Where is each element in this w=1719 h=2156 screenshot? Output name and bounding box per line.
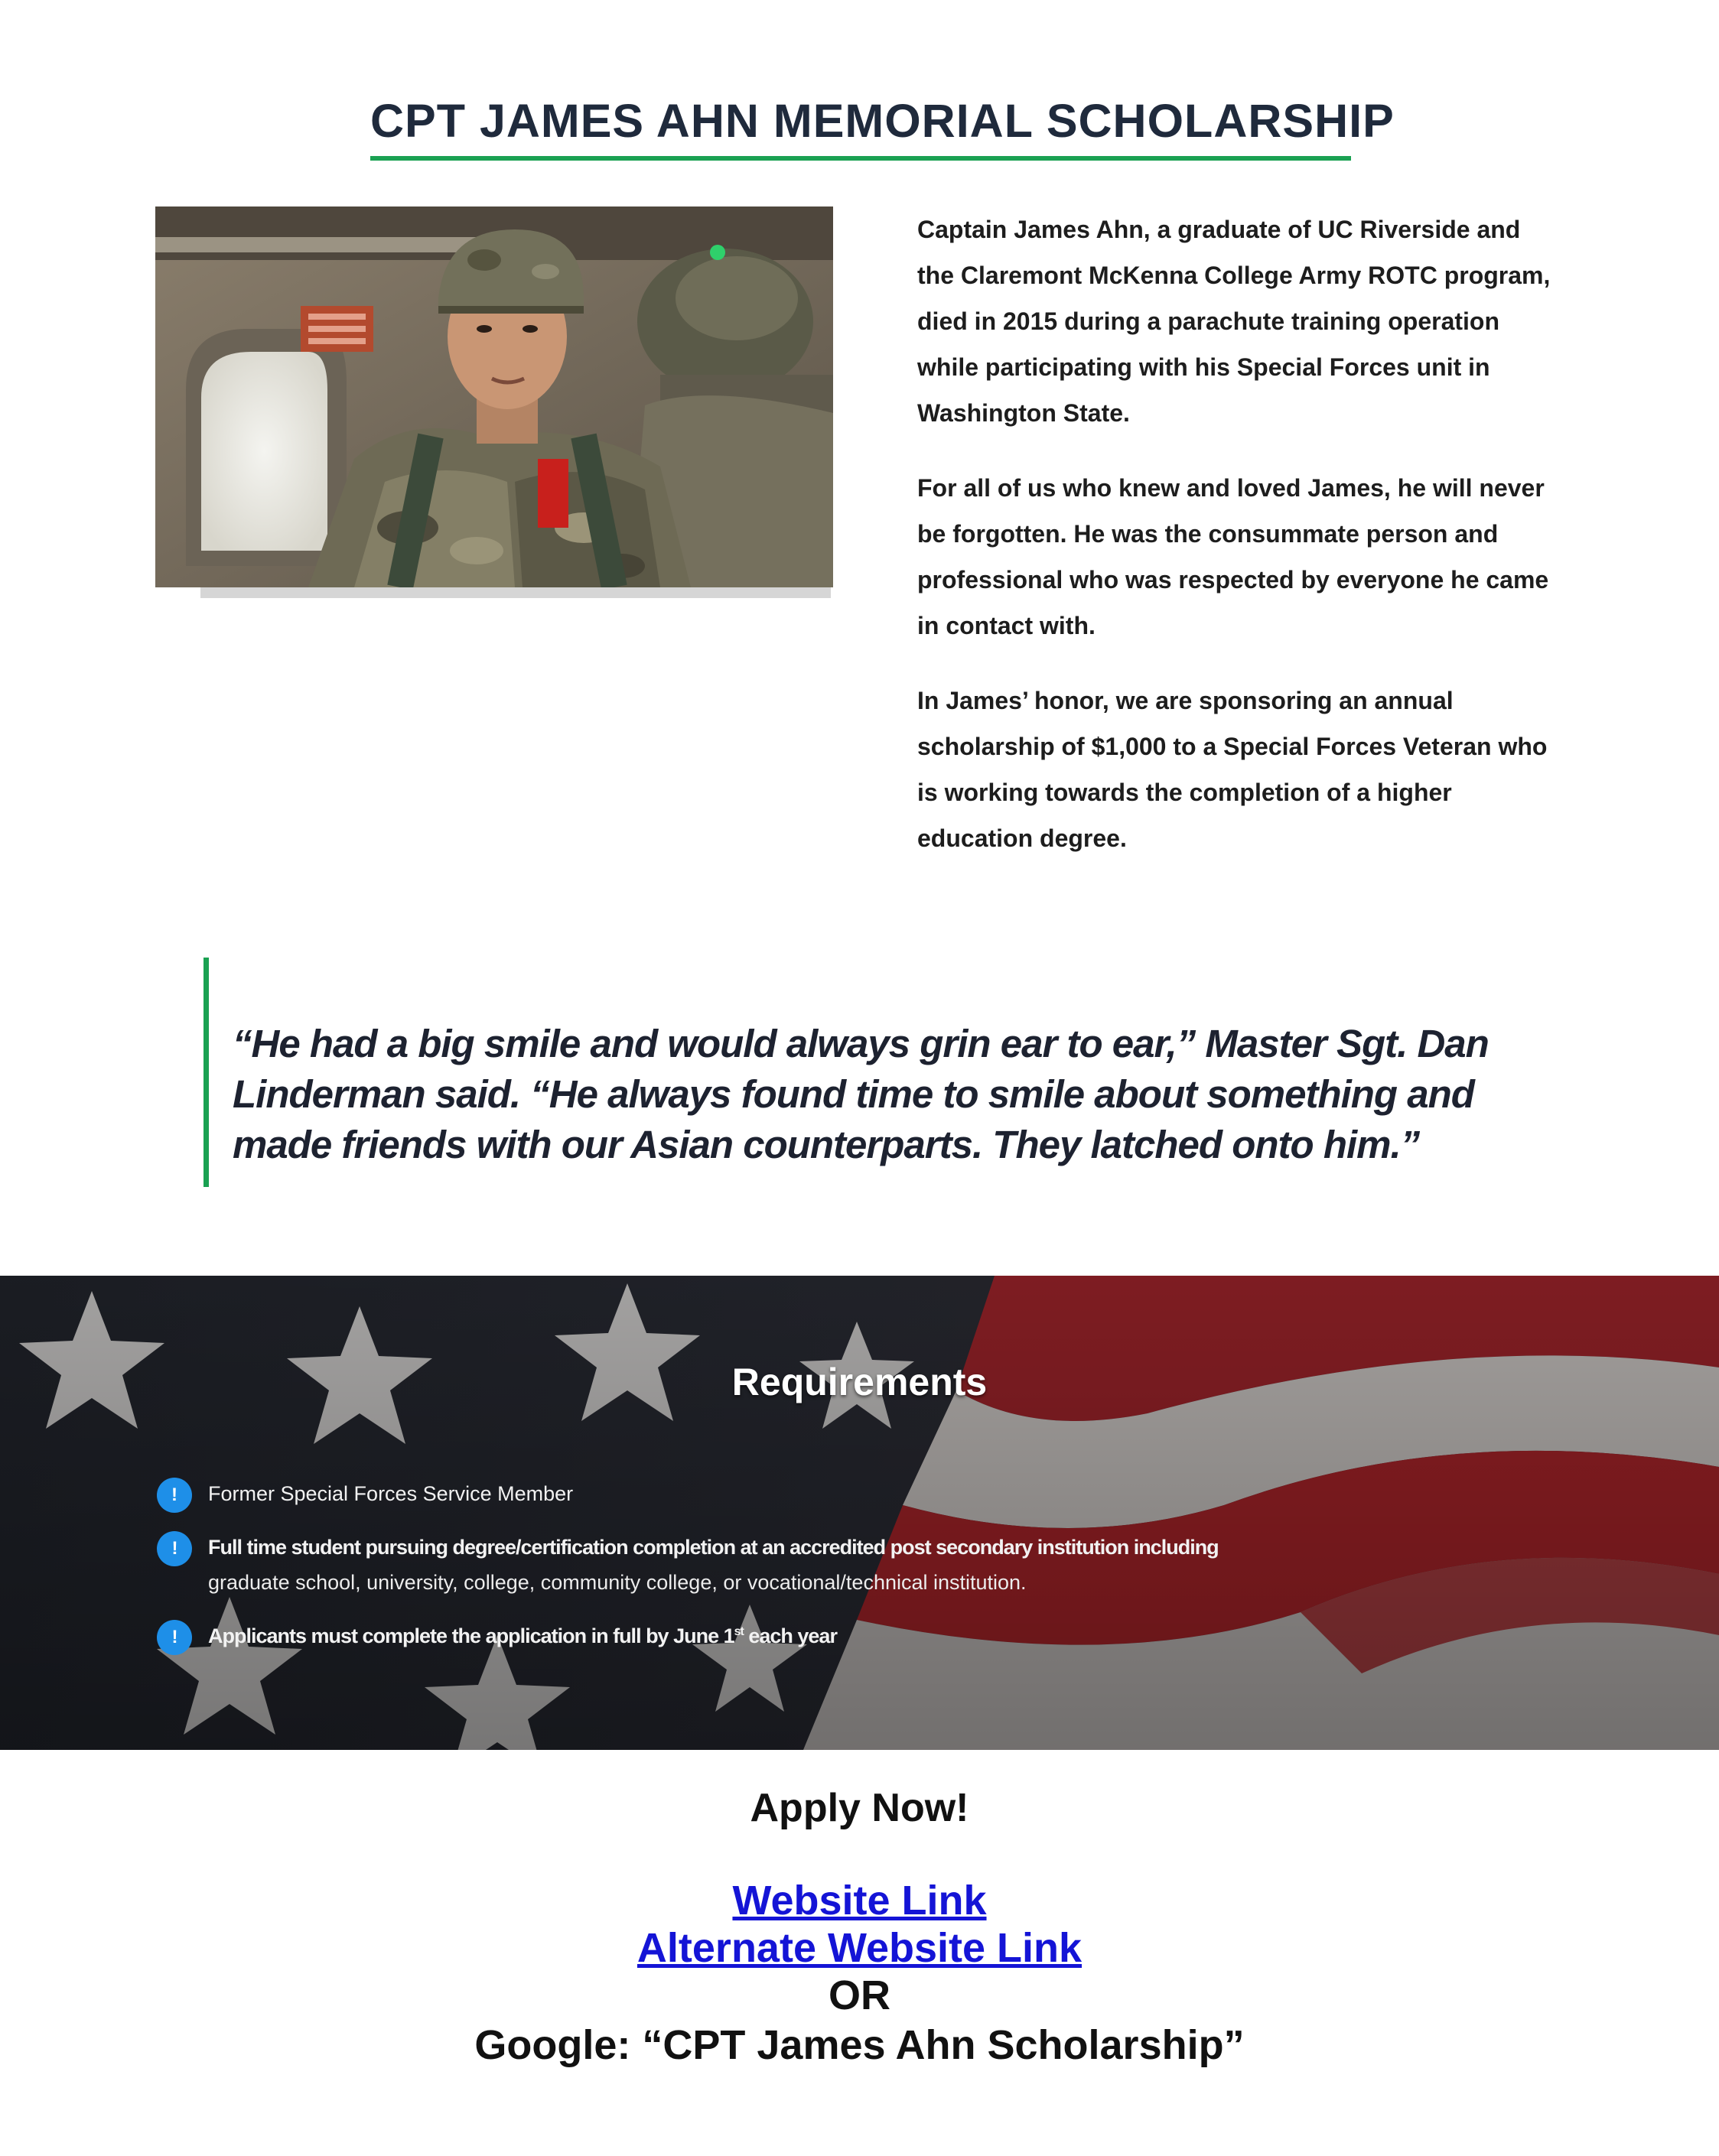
title-block [370, 90, 1395, 161]
exclamation-icon: ! [157, 1478, 192, 1513]
intro-paragraph-1: Captain James Ahn, a graduate of UC Riverside and the Claremont McKenna College Army ROTC program, died in 2015 during a parachute training operation while participating with his Special Forces unit in Washington State. [917, 216, 1551, 427]
requirements-list [157, 1476, 1304, 1672]
requirement-text: Applicants must complete the application in full by June 1 [208, 1624, 734, 1647]
requirement-text-tail: each year [743, 1624, 837, 1647]
requirement-text: Former Special Forces Service Member [208, 1482, 574, 1505]
requirement-item [157, 1618, 1304, 1654]
or-text: OR [829, 1972, 890, 2018]
requirement-superscript: st [734, 1625, 744, 1638]
quote-text: “He had a big smile and would always grin ear to ear,” Master Sgt. Dan Linderman said. “He always found time to smile about something and made friends with our Asian counterparts. They latched onto him.” [233, 1022, 1489, 1166]
portrait-photo-illustration [155, 206, 833, 587]
exclamation-icon: ! [157, 1531, 192, 1566]
requirement-text: Full time student pursuing degree/certification completion at an accredited post secondary institution including [208, 1536, 1219, 1559]
website-link[interactable]: Website Link [732, 1878, 987, 1923]
apply-links [0, 1877, 1719, 2070]
intro-text [917, 206, 1560, 890]
page-title: CPT JAMES AHN MEMORIAL SCHOLARSHIP [370, 95, 1395, 147]
title-underline [370, 156, 1351, 161]
alternate-website-link[interactable]: Alternate Website Link [636, 1925, 1083, 1971]
requirement-item [157, 1530, 1304, 1600]
requirements-section [0, 1276, 1719, 1750]
requirement-item [157, 1476, 1304, 1511]
apply-section [0, 1782, 1719, 2070]
pull-quote [203, 958, 1509, 1187]
requirement-subtext: graduate school, university, college, community college, or vocational/technical institution. [208, 1571, 1027, 1594]
requirements-title: Requirements [731, 1361, 988, 1403]
photo-shadow-edge [200, 587, 831, 598]
intro-paragraph-2: For all of us who knew and loved James, he will never be forgotten. He was the consummate person and professional who was respected by everyone he came in contact with. [917, 474, 1549, 639]
google-search-text: Google: “CPT James Ahn Scholarship” [474, 2022, 1245, 2068]
intro-paragraph-3: In James’ honor, we are sponsoring an annual scholarship of $1,000 to a Special Forces Veteran who is working towards the completion of a higher education degree. [917, 687, 1548, 852]
exclamation-icon: ! [157, 1620, 192, 1655]
apply-title: Apply Now! [750, 1786, 969, 1830]
portrait-photo [155, 206, 833, 587]
